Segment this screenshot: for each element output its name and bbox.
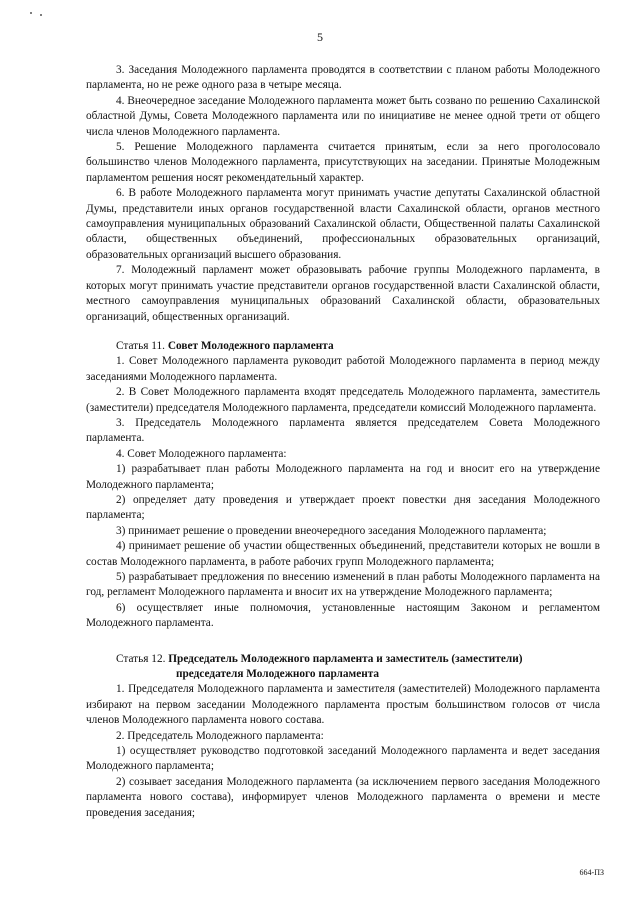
paragraph: 5) разрабатывает предложения по внесению изменений в план работы Молодежного парламента на год, регламент Молодежного парламента и вносит их на утверждение Молодежного парламента;	[86, 571, 600, 599]
paragraph: 6) осуществляет иные полномочия, установленные настоящим Законом и регламентом Молодежного парламента.	[86, 601, 600, 630]
paragraph: 6. В работе Молодежного парламента могут принимать участие депутаты Сахалинской областной Думы, представители иных органов государственной власти Сахалинской области, органов местного самоуправления муниципальных образований Сахалинской области, Общественной палаты Сахалинской области, общественных объединений, профессиональных образовательных организаций, образовательных организаций высшего образования.	[86, 187, 600, 261]
paragraph: 3. Председатель Молодежного парламента является председателем Совета Молодежного парламента.	[86, 416, 600, 445]
article-number: Статья 12.	[116, 652, 166, 665]
document-body	[86, 63, 600, 821]
article-title-continued: председателя Молодежного парламента	[176, 668, 380, 681]
paragraph: 7. Молодежный парламент может образовывать рабочие группы Молодежного парламента, в которых могут принимать участие представители органов государственной власти Сахалинской области, местного самоуправления муниципальных образований Сахалинской области, образовательных организаций, общественных организаций.	[86, 264, 600, 323]
paragraph: 2) созывает заседания Молодежного парламента (за исключением первого заседания Молодежного парламента нового состава), информирует членов Молодежного парламента о времени и месте проведения заседания;	[86, 775, 600, 819]
paragraph: 4. Совет Молодежного парламента:	[116, 447, 287, 460]
article-title: Председатель Молодежного парламента и заместитель (заместители)	[168, 652, 523, 665]
paragraph: 1. Совет Молодежного парламента руководит работой Молодежного парламента в период между заседаниями Молодежного парламента.	[86, 355, 600, 383]
page-number: 5	[317, 30, 323, 44]
article-12-heading	[86, 652, 600, 683]
document-code: 664-ПЗ	[579, 868, 604, 877]
article-12-heading-line1	[86, 652, 600, 667]
paragraph: 2) определяет дату проведения и утверждает проект повестки дня заседания Молодежного парламента;	[86, 493, 600, 522]
scan-speck	[30, 12, 32, 14]
scan-speck	[40, 14, 42, 16]
paragraph: 1. Председателя Молодежного парламента и заместителя (заместителей) Молодежного парламента избирают на первом заседании Молодежного парламента простым большинством голосов от числа членов Молодежного парламента нового состава.	[86, 683, 600, 727]
paragraph: 1) осуществляет руководство подготовкой заседаний Молодежного парламента и ведет заседания Молодежного парламента;	[86, 745, 600, 773]
article-title: Совет Молодежного парламента	[167, 339, 334, 352]
paragraph: 4. Внеочередное заседание Молодежного парламента может быть созвано по решению Сахалинской областной Думы, Совета Молодежного парламента или по инициативе не менее одной трети от общего числа членов Молодежного парламента.	[86, 94, 600, 138]
paragraph: 2. В Совет Молодежного парламента входят председатель Молодежного парламента, заместитель (заместители) председателя Молодежного парламента, председатели комиссий Молодежного парламента.	[86, 386, 600, 414]
paragraph: 5. Решение Молодежного парламента считается принятым, если за него проголосовало большинство членов Молодежного парламента, присутствующих на заседании. Принятые Молодежным парламентом решения носят рекомендательный характер.	[86, 141, 600, 184]
paragraph: 4) принимает решение об участии общественных объединений, представители которых не вошли в состав Молодежного парламента, в работе рабочих групп Молодежного парламента;	[86, 540, 600, 568]
paragraph: 3) принимает решение о проведении внеочередного заседания Молодежного парламента;	[116, 524, 547, 537]
article-number: Статья 11.	[116, 339, 165, 352]
paragraph: 3. Заседания Молодежного парламента проводятся в соответствии с планом работы Молодежного парламента, но не реже одного раза в четыре месяца.	[86, 64, 600, 92]
paragraph: 1) разрабатывает план работы Молодежного парламента на год и вносит его на утверждение Молодежного парламента;	[86, 463, 600, 491]
paragraph: 2. Председатель Молодежного парламента:	[116, 729, 324, 742]
article-11-heading	[86, 339, 600, 354]
